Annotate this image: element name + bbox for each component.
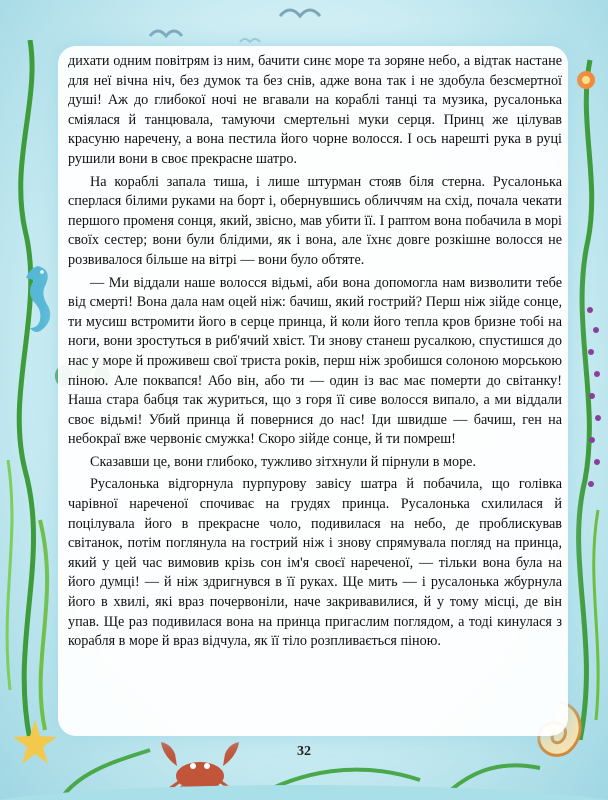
paragraph: — Ми віддали наше волосся відьмі, аби вона допомогла нам визволити тебе від смерті! Вона дала нам оцей ніж: бачиш, який гострий? Перш ніж зійде сонце, ти мусиш встромити його в серце принца, й коли його тепла кров бризне тобі на ноги, вони зростуться в риб'ячий хвіст. Ти знову станеш русалкою, спустишся до нас у море й проживеш свої триста років, перш ніж зробишся солоною морською піною. Але поквапся! Або він, або ти — один із вас має померти до світанку! Наша стара бабця так журиться, що з горя її сиве волосся випало, а ми віддали своє відьмі! Убий принца й повернися до нас! Іди швидше — бачиш, ген на небокраї вже червоніє смужка! Скоро зійде сонце, й ти помреш! (68, 274, 562, 448)
page-number: 32 (297, 744, 311, 759)
story-text (68, 52, 562, 655)
sea-flower-icon (566, 60, 606, 100)
seagulls-icon (130, 2, 350, 52)
paragraph: Сказавши це, вони глибоко, тужливо зітхнули й пірнули в море. (90, 453, 477, 470)
paragraph: Русалонька відгорнула пурпурову завісу шатра й побачила, що голівка чарівної нареченої спочиває на грудях принца. Русалонька схилилася й поцілувала його в прекрасне чоло, подивилася на небо, де проблискував світанок, потім поглянула на гострий ніж і знову спрямувала погляд на принца, який у цей час вимовив крізь сон ім'я своєї нареченої, — тільки вона була на його думці! — й ніж здригнувся в її руках. Ще мить — і русалонька жбурнула його в хвилі, які враз почервоніли, наче закривавилися, й у тому місці, де він упав. Ще раз подивилася вона на принца пригаслим поглядом, а тоді кинулася з корабля в море й враз відчула, як її тіло розпливається піною. (68, 476, 562, 650)
paragraph: На кораблі запала тиша, і лише штурман стояв біля стерна. Русалонька сперлася білими руками на борт і, обернувшись обличчям на схід, почала чекати першого променя сонця, який, звісно, мав убити її. І раптом вона побачила в морі своїх сестер; вони були блідими, як і вона, але їхнє довге розкішне волосся не розвивалося більше на вітрі — вони було обтяте. (68, 173, 562, 268)
bubbles-icon (582, 300, 606, 510)
paragraph: дихати одним повітрям із ним, бачити синє море та зоряне небо, а відтак настане для неї вічна ніч, без думок та без снів, адже вона так і не здобула безсмертної душі! Аж до глибокої ночі не вгавали на кораблі танці та музика, русалонька сміялася й танцювала, тамуючи смертельні муки серця. Принц же цілував красуню наречену, а вона пестила його чорне волосся. І ось нарешті рука в руці рушили вони в своє прекрасне шатро. (68, 53, 562, 167)
seahorse-icon (16, 262, 56, 342)
